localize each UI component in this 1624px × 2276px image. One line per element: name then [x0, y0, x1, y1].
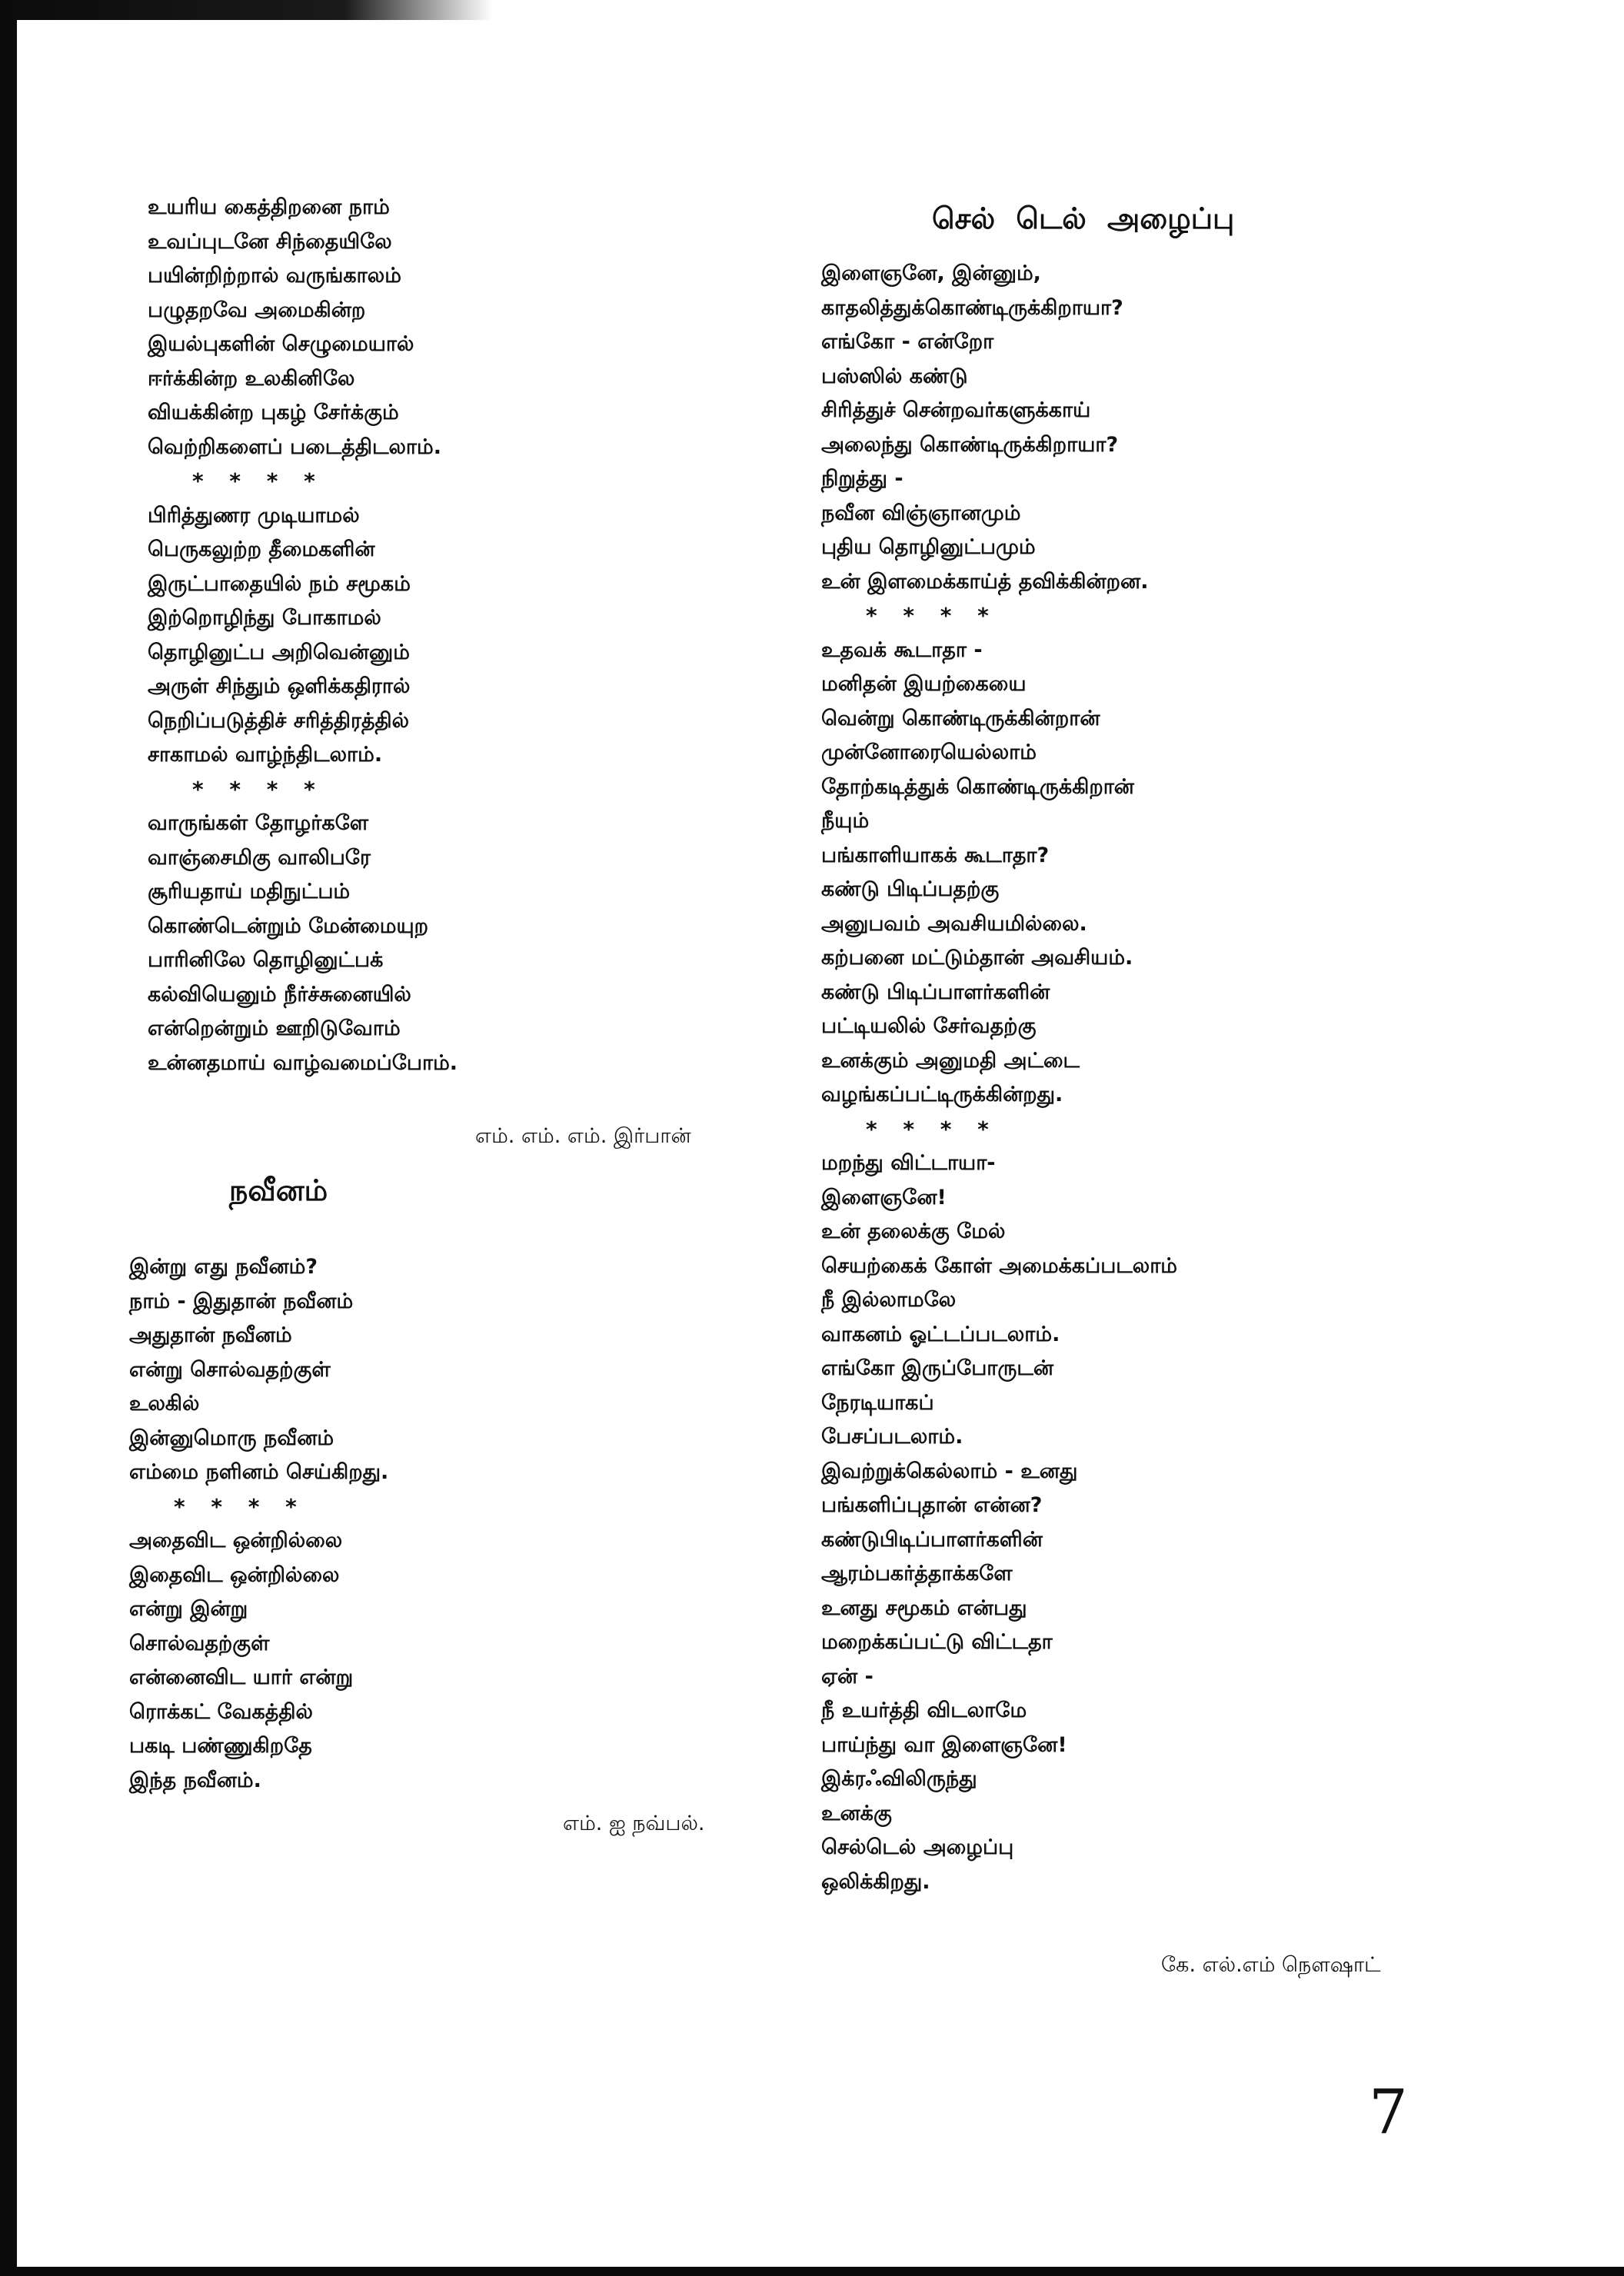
poem-line: பெருகலுற்ற தீமைகளின்: [148, 537, 375, 561]
poem-line: கண்டுபிடிப்பாளர்களின்: [821, 1527, 1043, 1552]
poem-line: இருட்பாதையில் நம் சமூகம்: [148, 571, 411, 596]
poem-line: உயரிய கைத்திறனை நாம்: [148, 195, 390, 219]
poem-line: உன் இளமைக்காய்த் தவிக்கின்றன.: [821, 569, 1149, 594]
poem-3-author: கே. எல்.எம் நௌஷாட்: [1161, 1953, 1381, 1977]
poem-3-title: செல் டெல் அழைப்பு: [932, 201, 1235, 235]
poem-line: பிரித்துணர முடியாமல்: [148, 503, 360, 527]
scan-edge-bottom: [0, 2267, 1624, 2276]
poem-line: நீயும்: [821, 809, 870, 833]
poem-line: இன்று எது நவீனம்?: [129, 1255, 318, 1279]
poem-line: உலகில்: [129, 1392, 200, 1416]
poem-line: நவீன விஞ்ஞானமும்: [821, 501, 1021, 525]
poem-line: அலைந்து கொண்டிருக்கிறாயா?: [821, 432, 1119, 457]
scan-edge-top: [0, 0, 492, 20]
poem-line: உன்னதமாய் வாழ்வமைப்போம்.: [148, 1050, 458, 1075]
poem-line: வெற்றிகளைப் படைத்திடலாம்.: [148, 434, 441, 459]
poem-line: உனக்கு: [821, 1801, 892, 1825]
poem-line: உதவக் கூடாதா -: [821, 637, 983, 662]
poem-line: புதிய தொழினுட்பமும்: [821, 535, 1036, 559]
poem-line: இன்னுமொரு நவீனம்: [129, 1426, 334, 1450]
poem-line: உன் தலைக்கு மேல்: [821, 1220, 1006, 1243]
poem-line: என்று இன்று: [129, 1597, 248, 1621]
poem-line: ஏன் -: [821, 1664, 874, 1689]
poem-line: மனிதன் இயற்கையை: [821, 672, 1027, 696]
poem-line: வாருங்கள் தோழர்களே: [148, 811, 369, 835]
poem-line: பங்காளியாகக் கூடாதா?: [821, 843, 1050, 867]
poem-line: ஆரம்பகர்த்தாக்களே: [821, 1562, 1013, 1586]
poem-2-title: நவீனம்: [229, 1173, 328, 1207]
poem-line: அருள் சிந்தும் ஒளிக்கதிரால்: [148, 674, 411, 698]
poem-2-author: எம். ஐ நவ்பல்.: [563, 1812, 705, 1835]
poem-line: வென்று கொண்டிருக்கின்றான்: [821, 706, 1100, 730]
stanza-separator: * * * *: [174, 1493, 306, 1519]
poem-line: உனக்கும் அனுமதி அட்டை: [821, 1048, 1080, 1073]
poem-line: இவற்றுக்கெல்லாம் - உனது: [821, 1459, 1078, 1483]
poem-3-lines: [821, 257, 1177, 1899]
poem-line: கண்டு பிடிப்பதற்கு: [821, 877, 1000, 901]
poem-line: வாஞ்சைமிகு வாலிபரே: [148, 845, 371, 870]
poem-line: ஈர்க்கின்ற உலகினிலே: [148, 366, 355, 391]
poem-line: வாகனம் ஓட்டப்படலாம்.: [821, 1322, 1060, 1346]
poem-line: சூரியதாய் மதிநுட்பம்: [148, 880, 351, 903]
poem-line: நீ இல்லாமலே: [821, 1288, 957, 1312]
poem-line: பழுதறவே அமைகின்ற: [148, 298, 366, 322]
poem-line: கொண்டென்றும் மேன்மையுற: [148, 913, 429, 938]
poem-line: நீ உயர்த்தி விடலாமே: [821, 1699, 1027, 1722]
poem-2-lines: [129, 1250, 388, 1798]
poem-line: முன்னோரையெல்லாம்: [821, 740, 1037, 764]
poem-line: பயின்றிற்றால் வருங்காலம்: [148, 264, 401, 288]
poem-line: சாகாமல் வாழ்ந்திடலாம்.: [148, 743, 383, 767]
poem-line: பங்களிப்புதான் என்ன?: [821, 1493, 1043, 1517]
poem-line: அனுபவம் அவசியமில்லை.: [821, 911, 1087, 936]
poem-line: உனது சமூகம் என்பது: [821, 1596, 1027, 1620]
poem-line: காதலித்துக்கொண்டிருக்கிறாயா?: [821, 295, 1123, 320]
stanza-separator: * * * *: [866, 1116, 998, 1142]
poem-line: இக்ரஃவிலிருந்து: [821, 1767, 977, 1791]
poem-line: தோற்கடித்துக் கொண்டிருக்கிறான்: [821, 774, 1134, 799]
poem-line: என்று சொல்வதற்குள்: [129, 1357, 331, 1382]
stanza-separator: * * * *: [192, 776, 324, 802]
poem-line: பட்டியலில் சேர்வதற்கு: [821, 1014, 1037, 1038]
poem-line: அதைவிட ஒன்றில்லை: [129, 1529, 343, 1552]
poem-line: அதுதான் நவீனம்: [129, 1323, 292, 1347]
poem-line: என்னைவிட யார் என்று: [129, 1665, 354, 1689]
poem-line: உவப்புடனே சிந்தையிலே: [148, 229, 392, 254]
poem-line: இளைஞனே, இன்னும்,: [821, 261, 1041, 285]
poem-line: செல்டெல் அழைப்பு: [821, 1835, 1014, 1859]
poem-line: பாய்ந்து வா இளைஞனே!: [821, 1732, 1067, 1757]
page-number-handwritten: 7: [1369, 2076, 1408, 2148]
poem-line: என்றென்றும் ஊறிடுவோம்: [148, 1017, 401, 1040]
poem-line: மறைக்கப்பட்டு விட்டதா: [821, 1630, 1053, 1654]
poem-line: சொல்வதற்குள்: [129, 1631, 270, 1655]
poem-line: சிரித்துச் சென்றவர்களுக்காய்: [821, 398, 1091, 422]
stanza-separator: * * * *: [866, 603, 998, 628]
poem-line: நேரடியாகப்: [821, 1390, 934, 1415]
scan-edge-left: [0, 0, 17, 2276]
poem-line: இயல்புகளின் செழுமையால்: [148, 332, 414, 356]
poem-line: இதைவிட ஒன்றில்லை: [129, 1562, 340, 1587]
poem-1-author: எம். எம். எம். இர்பான்: [475, 1124, 691, 1148]
poem-line: ரொக்கட் வேகத்தில்: [129, 1699, 313, 1724]
poem-line: கற்பனை மட்டும்தான் அவசியம்.: [821, 946, 1133, 970]
poem-line: நிறுத்து -: [821, 467, 904, 491]
poem-line: மறந்து விட்டாயா-: [821, 1151, 996, 1175]
poem-line: பகடி பண்ணுகிறதே: [129, 1734, 312, 1758]
poem-line: பேசப்படலாம்.: [821, 1425, 963, 1449]
poem-line: இந்த நவீனம்.: [129, 1768, 261, 1792]
poem-line: வழங்கப்பட்டிருக்கின்றது.: [821, 1083, 1063, 1106]
poem-line: நெறிப்படுத்திச் சரித்திரத்தில்: [148, 708, 410, 733]
poem-line: எங்கோ - என்றோ: [821, 330, 994, 354]
poem-line: கல்வியெனும் நீர்ச்சுனையில்: [148, 982, 411, 1007]
poem-line: ஒலிக்கிறது.: [821, 1869, 930, 1894]
poem-line: பஸ்ஸில் கண்டு: [821, 364, 968, 388]
poem-1-lines: [148, 191, 458, 1080]
poem-line: பாரினிலே தொழினுட்பக்: [148, 948, 384, 972]
poem-line: கண்டு பிடிப்பாளர்களின்: [821, 980, 1050, 1004]
poem-line: நாம் - இதுதான் நவீனம்: [129, 1289, 354, 1313]
poem-line: செயற்கைக் கோள் அமைக்கப்படலாம்: [821, 1253, 1178, 1278]
poem-line: எங்கோ இருப்போருடன்: [821, 1356, 1054, 1380]
stanza-separator: * * * *: [192, 468, 324, 494]
poem-line: வியக்கின்ற புகழ் சேர்க்கும்: [148, 401, 399, 424]
poem-line: இளைஞனே!: [821, 1185, 947, 1210]
poem-line: தொழினுட்ப அறிவென்னும்: [148, 640, 410, 664]
poem-line: இற்றொழிந்து போகாமல்: [148, 606, 381, 630]
poem-line: எம்மை நளினம் செய்கிறது.: [129, 1460, 389, 1484]
